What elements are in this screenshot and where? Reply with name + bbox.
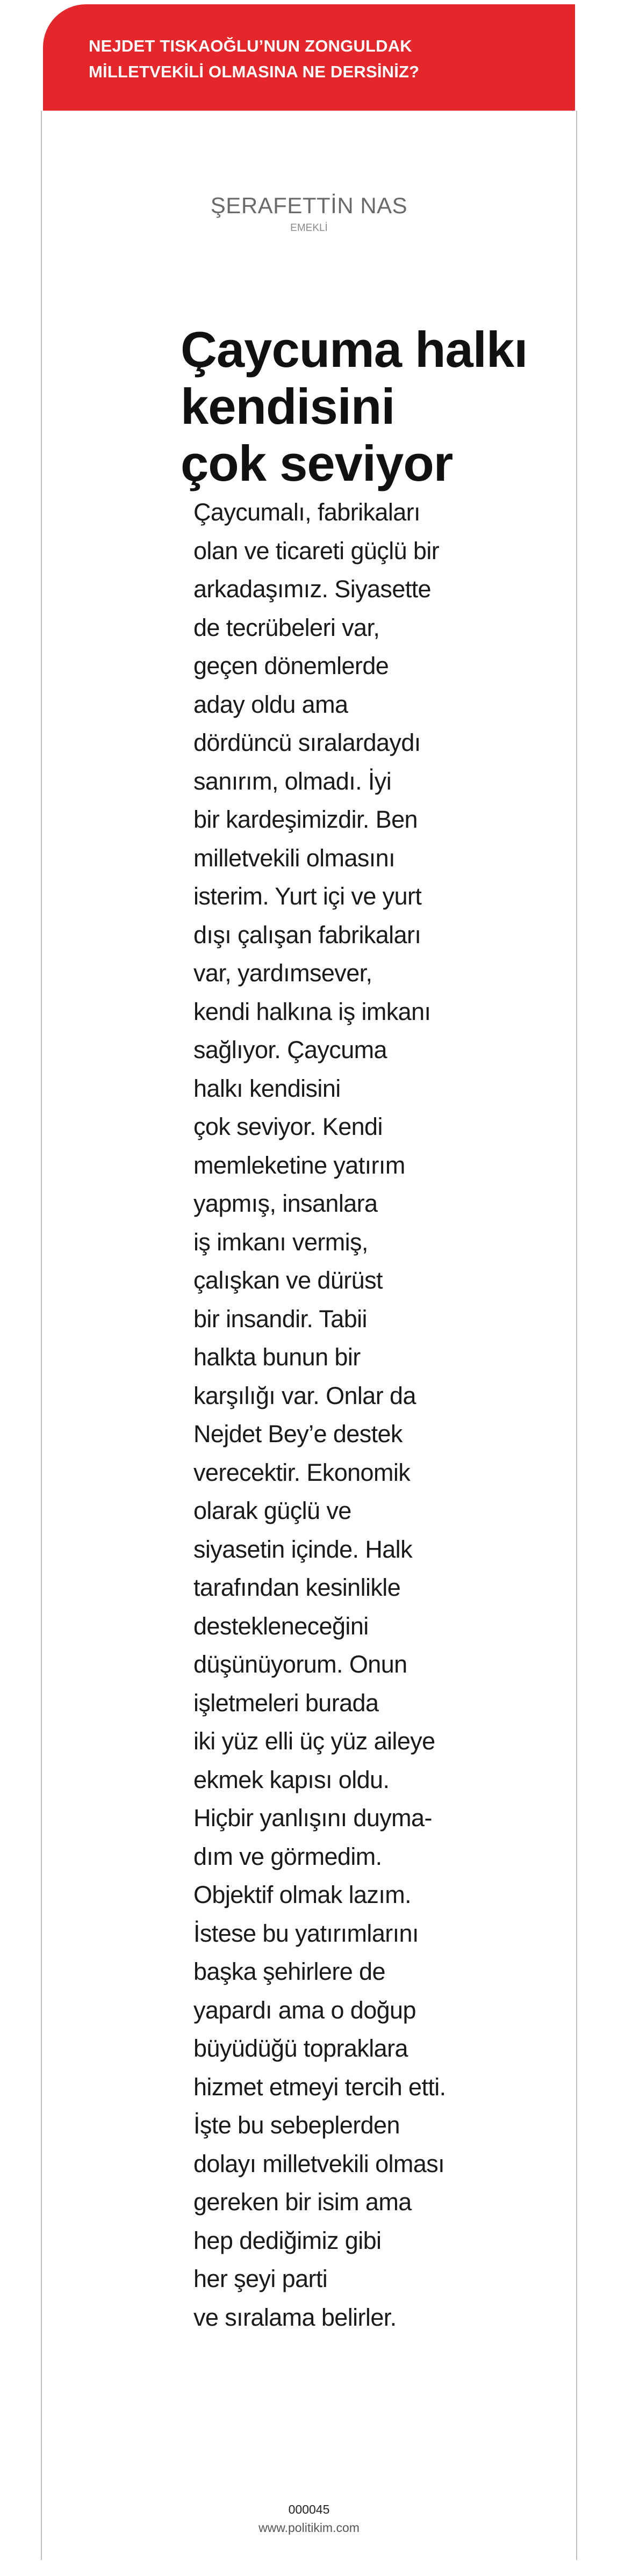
article-body-line: büyüdüğü topraklara — [193, 2035, 408, 2062]
article-body-line: olan ve ticareti güçlü bir — [193, 537, 440, 565]
left-border-rule — [41, 111, 42, 2560]
article-body-line: dolayı milletvekili olması — [193, 2150, 445, 2177]
article-body-line: İşte bu sebeplerden — [193, 2111, 400, 2139]
article-body-line: yapmış, insanlara — [193, 1190, 378, 1217]
header-question-line-1: NEJDET TISKAOĞLU’NUN ZONGULDAK — [89, 37, 412, 55]
author-name: ŞERAFETTİN NAS — [210, 193, 408, 218]
article-body-line: işletmeleri burada — [193, 1689, 379, 1717]
article-body-line: gereken bir isim ama — [193, 2188, 412, 2216]
article-body-line: çok seviyor. Kendi — [193, 1113, 383, 1140]
article-body-line: yapardı ama o doğup — [193, 1996, 416, 2024]
headline-line: Çaycuma halkı — [181, 321, 528, 378]
article-body-line: düşünüyorum. Onun — [193, 1651, 407, 1678]
article-body-line: her şeyi parti — [193, 2265, 328, 2292]
article-body-line: verecektir. Ekonomik — [193, 1458, 411, 1486]
website-url: www.politikim.com — [258, 2521, 360, 2535]
article-headline — [181, 321, 567, 492]
article-body-line: Nejdet Bey’e destek — [193, 1420, 403, 1448]
article-body-line: sanırım, olmadı. İyi — [193, 767, 392, 795]
article-body-line: ve sıralama belirler. — [193, 2303, 397, 2331]
right-border-rule — [576, 111, 577, 2560]
article-body-line: çalışkan ve dürüst — [193, 1267, 383, 1294]
article-body-line: arkadaşımız. Siyasette — [193, 575, 431, 603]
article-body — [193, 493, 494, 2336]
article-body-line: halkı kendisini — [193, 1074, 341, 1102]
article-body-line: halkta bunun bir — [193, 1343, 361, 1371]
article-body-line: dördüncü sıralardaydı — [193, 729, 421, 756]
article-body-line: hep dediğimiz gibi — [193, 2226, 382, 2254]
author-role: EMEKLİ — [290, 222, 328, 234]
article-body-line: destekleneceğini — [193, 1612, 369, 1640]
article-body-line: memleketine yatırım — [193, 1151, 405, 1179]
article-body-line: kendi halkına iş imkanı — [193, 997, 431, 1025]
article-body-line: sağlıyor. Çaycuma — [193, 1036, 387, 1063]
article-body-line: hizmet etmeyi tercih etti. — [193, 2073, 446, 2101]
article-body-line: bir kardeşimizdir. Ben — [193, 806, 418, 833]
article-body-line: aday oldu ama — [193, 690, 348, 718]
article-body-line: iş imkanı vermiş, — [193, 1228, 368, 1256]
header-banner — [43, 4, 575, 111]
article-body-line: Hiçbir yanlışını duyma- — [193, 1804, 432, 1832]
article-body-line: milletvekili olmasını — [193, 844, 395, 872]
article-body-line: İstese bu yatırımlarını — [193, 1919, 419, 1947]
article-body-line: geçen dönemlerde — [193, 652, 389, 679]
article-body-line: var, yardımsever, — [193, 959, 372, 987]
headline-line: çok seviyor — [181, 435, 453, 491]
header-question-line-2: MİLLETVEKİLİ OLMASINA NE DERSİNİZ? — [89, 62, 420, 81]
page-number: 000045 — [288, 2502, 330, 2516]
article-body-line: dım ve görmedim. — [193, 1842, 382, 1870]
article-body-line: Çaycumalı, fabrikaları — [193, 498, 420, 526]
article-body-line: olarak güçlü ve — [193, 1497, 351, 1524]
article-body-line: iki yüz elli üç yüz aileye — [193, 1727, 435, 1755]
article-body-line: bir insandir. Tabii — [193, 1305, 367, 1333]
article-body-line: başka şehirlere de — [193, 1958, 385, 1985]
article-body-line: de tecrübeleri var, — [193, 613, 380, 641]
article-body-line: isterim. Yurt içi ve yurt — [193, 882, 422, 910]
article-body-line: karşılığı var. Onlar da — [193, 1381, 416, 1409]
article-body-line: Objektif olmak lazım. — [193, 1881, 412, 1908]
article-body-line: siyasetin içinde. Halk — [193, 1535, 412, 1563]
article-body-line: ekmek kapısı oldu. — [193, 1765, 390, 1793]
article-body-line: tarafından kesinlikle — [193, 1574, 401, 1601]
headline-line: kendisini — [181, 378, 395, 435]
article-body-line: dışı çalışan fabrikaları — [193, 921, 421, 949]
